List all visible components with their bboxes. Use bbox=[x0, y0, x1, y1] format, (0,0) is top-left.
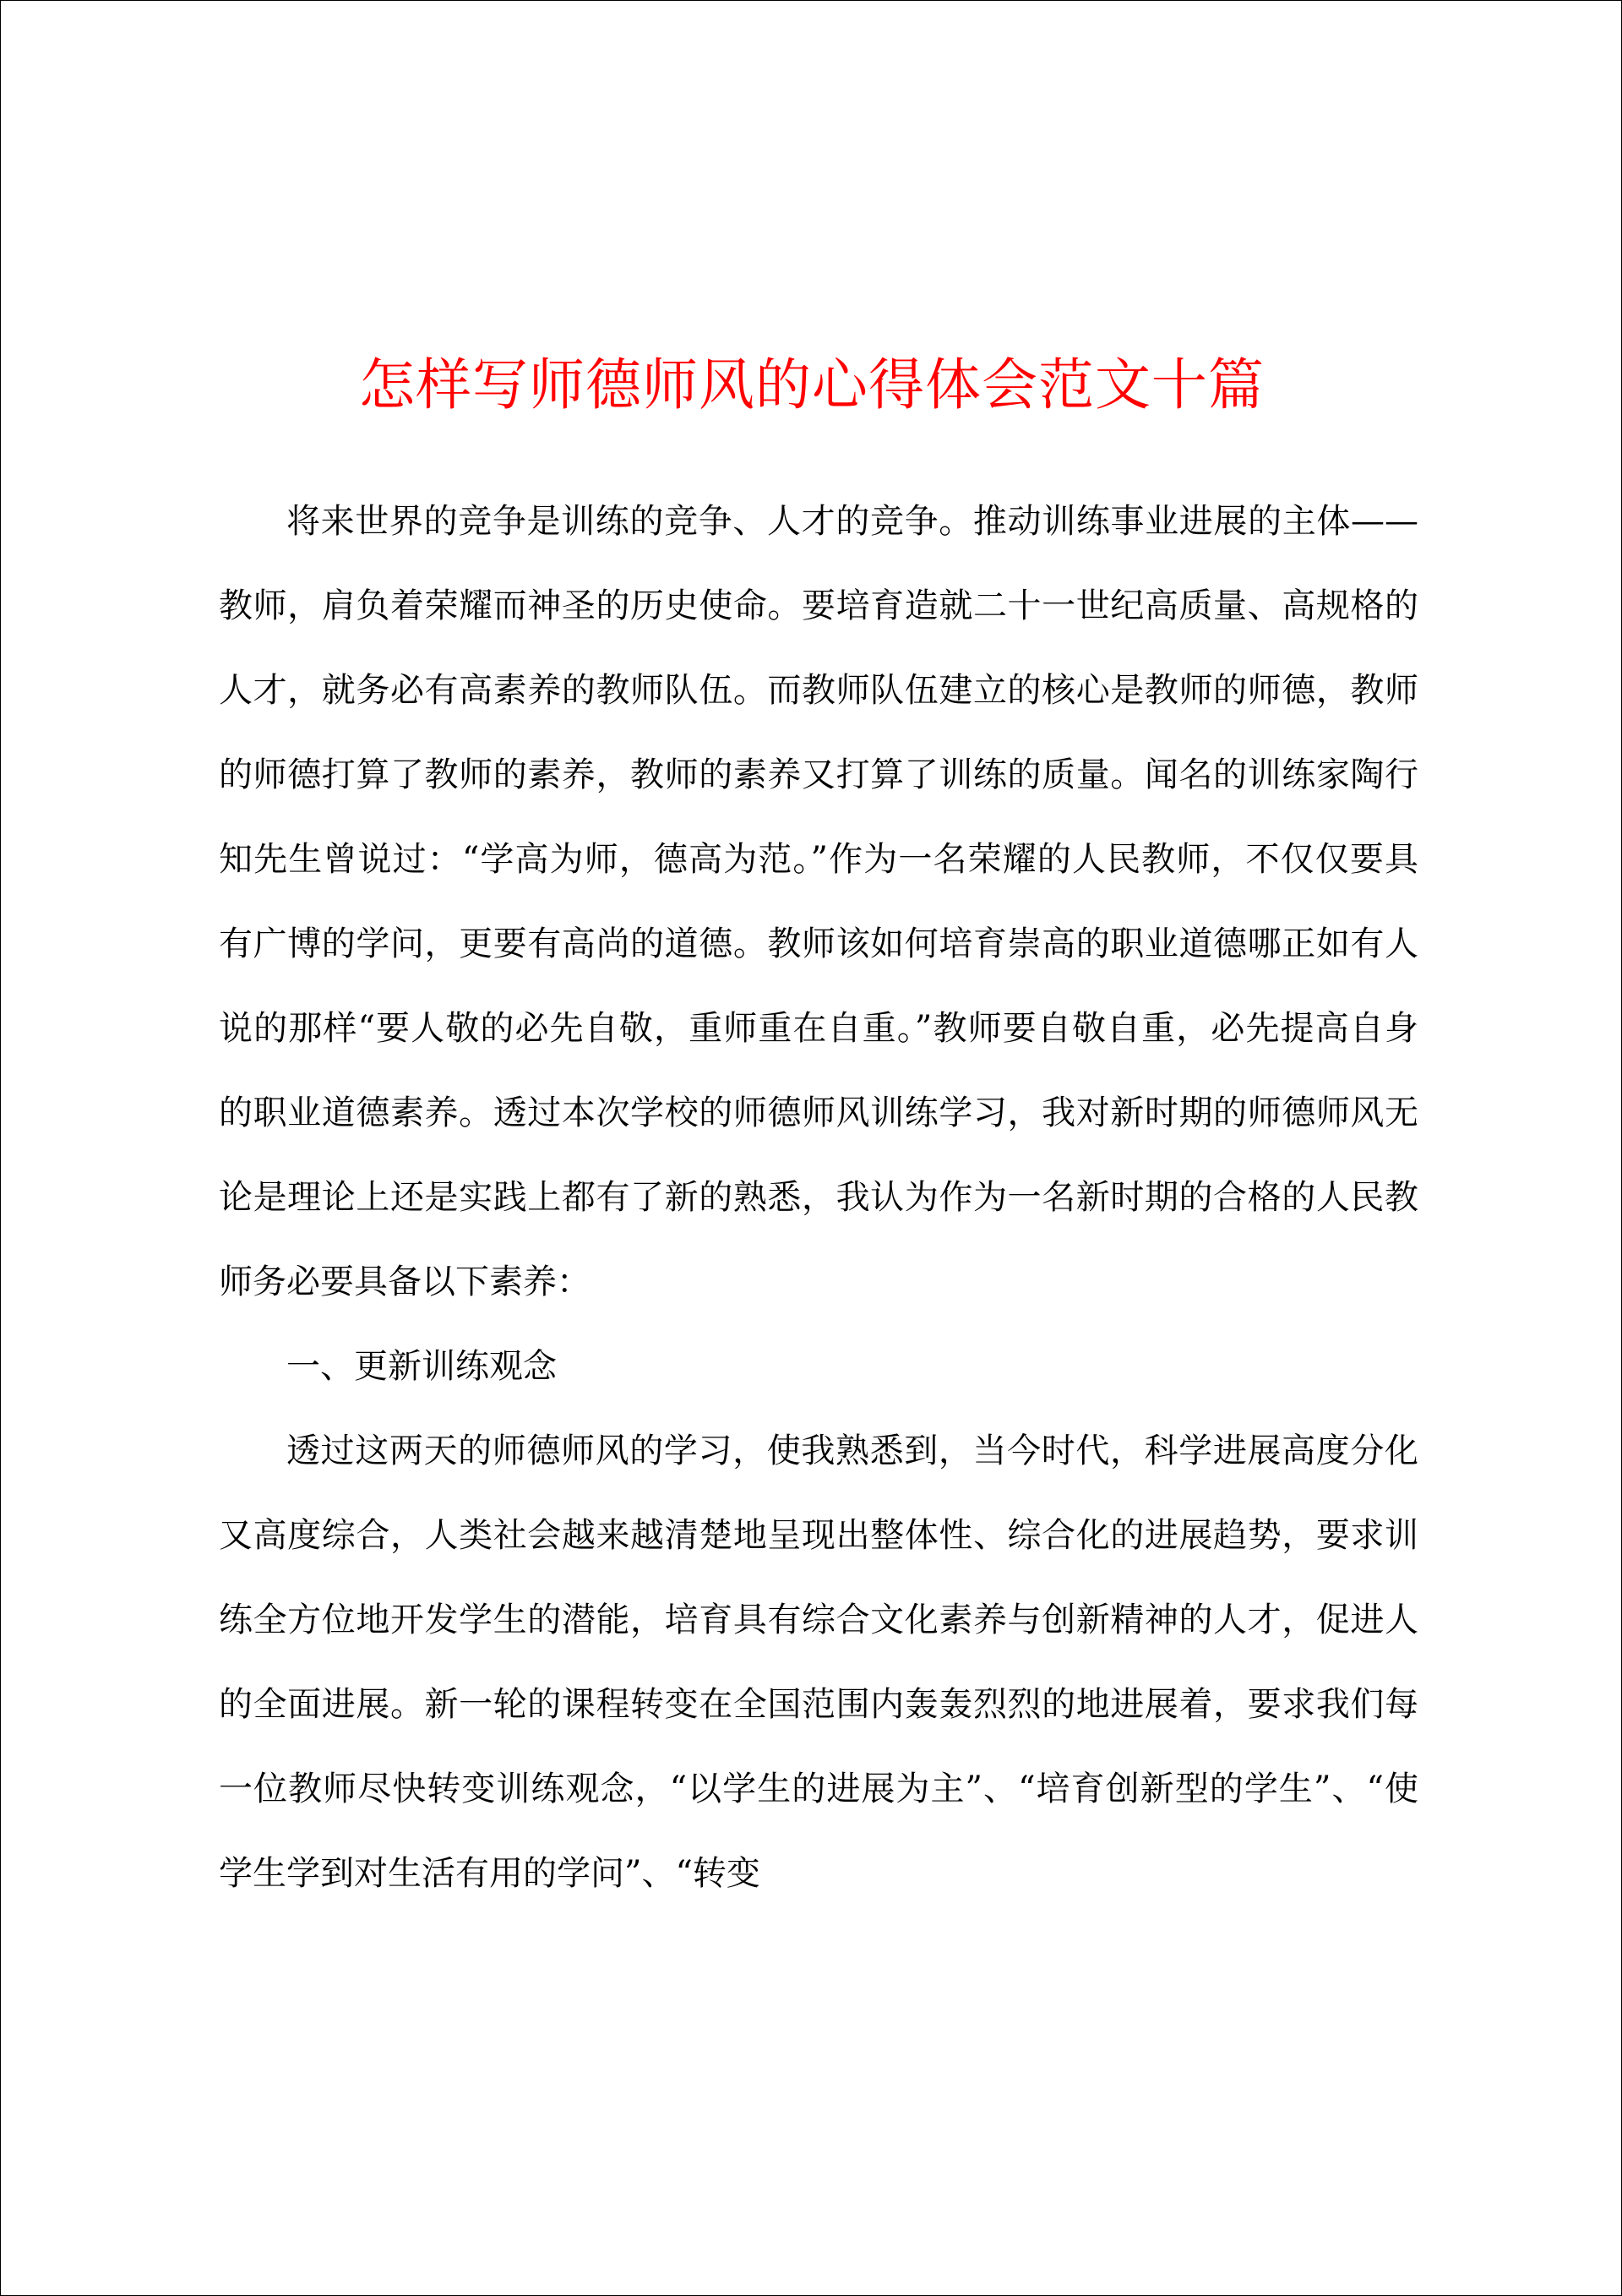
paragraph-intro: 将来世界的竞争是训练的竞争、人才的竞争。推动训练事业进展的主体——教师，肩负着荣耀而神圣的历史使命。要培育造就二十一世纪高质量、高规格的人才，就务必有高素养的教师队伍。而教师队伍建立的核心是教师的师德，教师的师德打算了教师的素养，教师的素养又打算了训练的质量。闻名的训练家陶行知先生曾说过：“学高为师，德高为范。”作为一名荣耀的人民教师，不仅仅要具有广博的学问，更要有高尚的道德。教师该如何培育崇高的职业道德哪正如有人说的那样“要人敬的必先自敬，重师重在自重。”教师要自敬自重，必先提高自身的职业道德素养。透过本次学校的师德师风训练学习，我对新时期的师德师风无论是理论上还是实践上都有了新的熟悉，我认为作为一名新时期的合格的人民教师务必要具备以下素养： bbox=[219, 502, 1418, 1301]
paragraph-section-1: 透过这两天的师德师风的学习，使我熟悉到，当今时代，科学进展高度分化又高度综合，人类社会越来越清楚地呈现出整体性、综合化的进展趋势，要求训练全方位地开发学生的潜能，培育具有综合文化素养与创新精神的人才，促进人的全面进展。新一轮的课程转变在全国范围内轰轰烈烈的地进展着，要求我们每一位教师尽快转变训练观念，“以学生的进展为主”、“培育创新型的学生”、“使学生学到对生活有用的学问”、“转变 bbox=[219, 1432, 1418, 1893]
document-title: 怎样写师德师风的心得体会范文十篇 bbox=[359, 352, 1265, 417]
section-heading-1: 一、更新训练观念 bbox=[286, 1347, 557, 1386]
document-body bbox=[219, 479, 1418, 1916]
